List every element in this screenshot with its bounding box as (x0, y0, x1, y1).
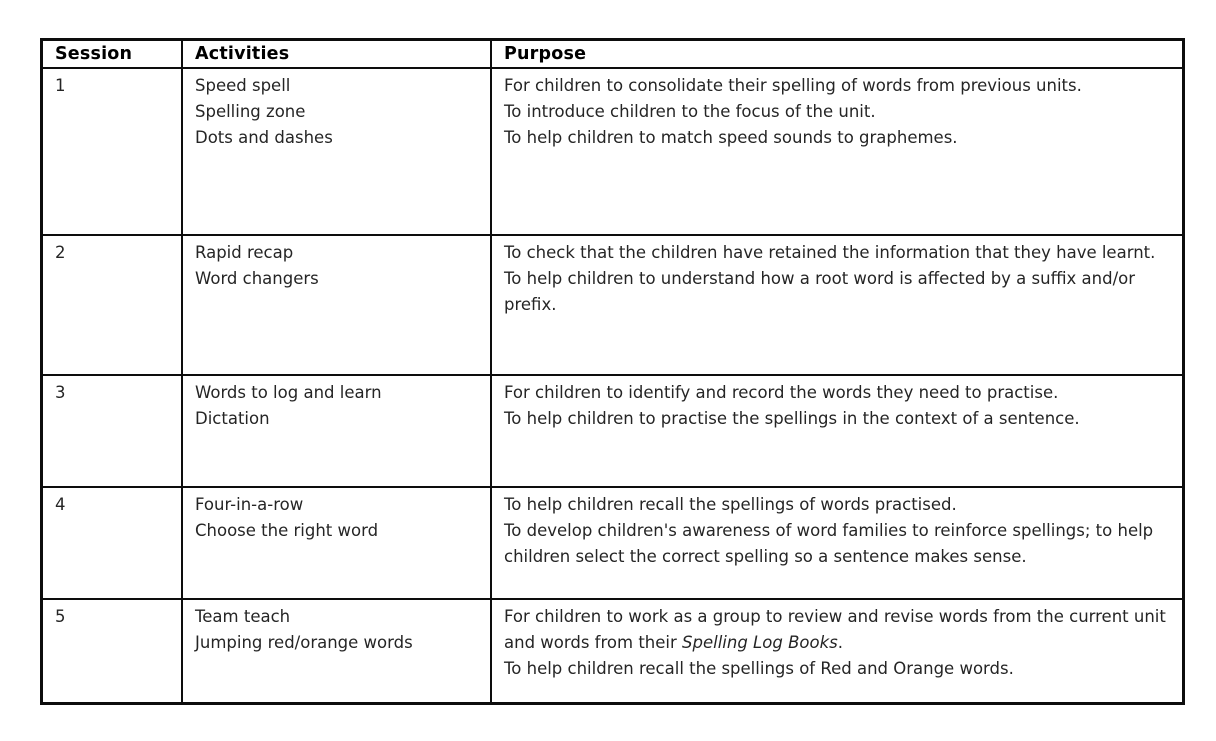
session-5-activities-cell (183, 600, 492, 702)
activity-item: Word changers (195, 269, 319, 288)
session-4-purpose-cell (492, 488, 1182, 600)
session-2-number-cell (43, 236, 183, 376)
activity-item: Choose the right word (195, 521, 379, 540)
purpose-paragraph: To help children to understand how a root word is affected by a suffix and/or prefix. (504, 269, 1136, 314)
activity-item: Rapid recap (195, 243, 294, 262)
purpose-paragraph: To help children to match speed sounds to graphemes. (504, 128, 958, 147)
purpose-text-post: . (837, 633, 843, 652)
purpose-paragraph: For children to consolidate their spelling of words from previous units. (504, 76, 1082, 95)
session-1-purpose-cell (492, 69, 1182, 236)
activity-item: Dictation (195, 409, 270, 428)
session-3-activities-cell (183, 376, 492, 488)
purpose-text-pre: For children to work as a group to review and revise words from the current unit and words from their (504, 607, 1166, 652)
purpose-text-italic-title: Spelling Log Books (682, 633, 838, 652)
header-cell-purpose (492, 41, 1182, 69)
session-5-number-cell (43, 600, 183, 702)
purpose-paragraph: To help children recall the spellings of words practised. (504, 495, 957, 514)
activity-item: Dots and dashes (195, 128, 333, 147)
purpose-paragraph: To help children to practise the spellings in the context of a sentence. (504, 409, 1080, 428)
header-cell-session (43, 41, 183, 69)
session-2-activities-cell (183, 236, 492, 376)
session-4-number-cell (43, 488, 183, 600)
session-3-purpose-cell (492, 376, 1182, 488)
purpose-paragraph (504, 604, 1172, 656)
purpose-paragraph: To introduce children to the focus of the unit. (504, 102, 876, 121)
header-label-activities: Activities (195, 44, 290, 64)
session-number: 2 (55, 243, 66, 262)
activity-item: Spelling zone (195, 102, 306, 121)
purpose-paragraph: To check that the children have retained the information that they have learnt. (504, 243, 1156, 262)
purpose-paragraph: To help children recall the spellings of Red and Orange words. (504, 659, 1014, 678)
session-2-purpose-cell (492, 236, 1182, 376)
session-4-activities-cell (183, 488, 492, 600)
activity-item: Four-in-a-row (195, 495, 304, 514)
activity-item: Team teach (195, 607, 291, 626)
header-label-purpose: Purpose (504, 44, 587, 64)
session-number: 3 (55, 383, 66, 402)
purpose-paragraph: To develop children's awareness of word families to reinforce spellings; to help children select the correct spelling so a sentence makes sense. (504, 521, 1154, 566)
session-5-purpose-cell (492, 600, 1182, 702)
purpose-paragraph: For children to identify and record the words they need to practise. (504, 383, 1059, 402)
session-1-activities-cell (183, 69, 492, 236)
activity-item: Jumping red/orange words (195, 633, 413, 652)
header-cell-activities (183, 41, 492, 69)
session-number: 4 (55, 495, 66, 514)
activity-item: Speed spell (195, 76, 291, 95)
header-label-session: Session (55, 44, 133, 64)
session-3-number-cell (43, 376, 183, 488)
session-number: 5 (55, 607, 66, 626)
session-1-number-cell (43, 69, 183, 236)
session-number: 1 (55, 76, 66, 95)
spelling-sessions-table (40, 38, 1185, 705)
activity-item: Words to log and learn (195, 383, 382, 402)
